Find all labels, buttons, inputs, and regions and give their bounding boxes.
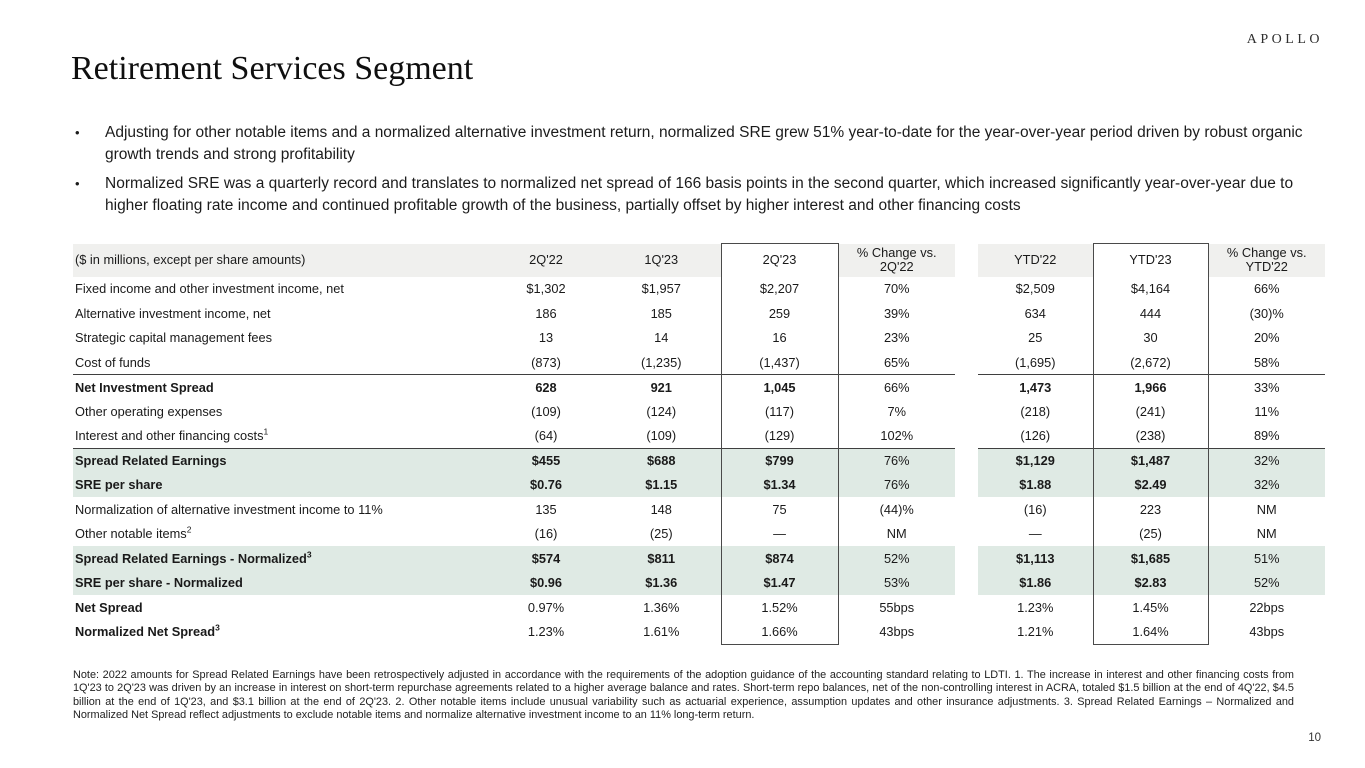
table-cell: 70%: [883, 281, 910, 297]
bullet-item: [75, 122, 1320, 165]
table-cell: 30: [1093, 326, 1208, 351]
table-cell: 75: [721, 497, 838, 522]
table-cell: $1.88: [978, 473, 1093, 498]
table-cell: 1,473: [978, 375, 1093, 400]
table-cell: 16: [721, 326, 838, 351]
table-cell: 52%: [1208, 571, 1325, 596]
table-row: [73, 277, 1325, 302]
table-cell: —: [1028, 526, 1042, 542]
row-label: Fixed income and other investment income, net: [75, 281, 344, 297]
table-cell: (124): [646, 403, 677, 419]
page-title: Retirement Services Segment: [71, 50, 474, 87]
table-cell: 52%: [838, 546, 955, 571]
table-cell: (126): [1020, 428, 1051, 443]
column-group-gap: [955, 244, 978, 277]
table-cell: (218): [1020, 403, 1051, 419]
table-cell: (1,695): [1014, 354, 1056, 370]
footnote-marker: 3: [306, 549, 312, 560]
table-cell: (2,672): [1093, 350, 1208, 375]
footnote-marker: 1: [263, 426, 269, 437]
column-header-pct-change-ytd22: % Change vs. YTD'22: [1208, 244, 1325, 277]
table-row: [73, 497, 1325, 522]
table-cell: 43bps: [879, 624, 915, 640]
column-group-gap: [955, 301, 978, 326]
table-row: [73, 595, 1325, 620]
table-cell: (64): [534, 428, 558, 443]
row-label: Spread Related Earnings: [73, 448, 490, 473]
apollo-logo: APOLLO: [1246, 32, 1323, 47]
table-cell: $688: [602, 448, 721, 473]
column-group-gap: [955, 620, 978, 645]
table-cell: $811: [602, 546, 721, 571]
column-group-gap: [955, 424, 978, 449]
row-label: Cost of funds: [75, 354, 151, 370]
table-cell: $1,685: [1093, 546, 1208, 571]
column-group-gap: [955, 399, 978, 424]
row-label: Normalization of alternative investment income to 11%: [75, 501, 383, 517]
footnote-marker: 2: [186, 524, 192, 535]
table-cell: 634: [1024, 305, 1046, 321]
table-cell: $2.83: [1093, 571, 1208, 596]
row-label: Other operating expenses: [75, 403, 223, 419]
table-cell: 51%: [1208, 546, 1325, 571]
table-cell: $1.15: [602, 473, 721, 498]
table-cell: 628: [490, 375, 602, 400]
table-cell: (1,437): [721, 350, 838, 375]
table-cell: 1.36%: [643, 599, 680, 615]
column-group-gap: [955, 375, 978, 400]
column-header-units: ($ in millions, except per share amounts): [73, 244, 490, 277]
table-cell: 53%: [838, 571, 955, 596]
column-group-gap: [955, 350, 978, 375]
financials-table-container: [73, 243, 1325, 645]
table-cell: NM: [1256, 501, 1277, 517]
table-cell: 1,966: [1093, 375, 1208, 400]
table-cell: 1.52%: [721, 595, 838, 620]
table-cell: (30)%: [1249, 305, 1284, 321]
row-label: Interest and other financing costs$^1$: [75, 426, 269, 443]
bullet-icon: [75, 122, 105, 165]
table-cell: 20%: [1253, 330, 1280, 346]
table-cell: (129): [721, 424, 838, 449]
table-cell: (16): [1023, 501, 1047, 517]
table-cell: $1,129: [978, 448, 1093, 473]
row-label: Other notable items$^2$: [75, 524, 192, 542]
column-header-ytd22: YTD'22: [978, 244, 1093, 277]
table-cell: $0.96: [490, 571, 602, 596]
table-cell: 1.66%: [721, 620, 838, 645]
table-cell: 22bps: [1249, 599, 1285, 615]
table-cell: 921: [602, 375, 721, 400]
table-row: [73, 424, 1325, 449]
table-cell: (109): [531, 403, 561, 419]
table-cell: $2,509: [1015, 281, 1055, 297]
row-label: Net Spread: [75, 599, 143, 615]
table-cell: —: [721, 522, 838, 547]
table-cell: 39%: [883, 305, 910, 321]
table-cell: (109): [646, 428, 677, 443]
table-cell: (117): [721, 399, 838, 424]
row-label: Net Investment Spread: [73, 375, 490, 400]
table-row: [73, 620, 1325, 645]
table-cell: (1,235): [640, 354, 682, 370]
table-cell: NM: [886, 526, 907, 542]
table-cell: 32%: [1208, 473, 1325, 498]
table-cell: $874: [721, 546, 838, 571]
table-cell: 1.45%: [1093, 595, 1208, 620]
table-cell: 23%: [883, 330, 910, 346]
row-label: Normalized Net Spread$^3$: [75, 622, 220, 640]
row-label: SRE per share: [73, 473, 490, 498]
table-cell: (241): [1093, 399, 1208, 424]
table-cell: 66%: [1253, 281, 1280, 297]
table-cell: (44)%: [879, 501, 914, 517]
column-header-pct-change-2q22: % Change vs. 2Q'22: [838, 244, 955, 277]
table-cell: 66%: [838, 375, 955, 400]
column-group-gap: [955, 595, 978, 620]
table-cell: 148: [650, 501, 672, 517]
table-cell: $4,164: [1093, 277, 1208, 302]
bullet-text: Adjusting for other notable items and a normalized alternative investment return, normalized SRE grew 51% year-to-date for the year-over-year period driven by robust organic growth trends and strong profitability: [105, 124, 1303, 163]
table-cell: $2,207: [721, 277, 838, 302]
table-row: [73, 571, 1325, 596]
column-group-gap: [955, 571, 978, 596]
table-cell: (25): [1093, 522, 1208, 547]
table-cell: 0.97%: [527, 599, 565, 615]
table-cell: 186: [535, 305, 557, 321]
table-row: [73, 546, 1325, 571]
table-cell: 11%: [1254, 403, 1280, 419]
row-label: Alternative investment income, net: [75, 305, 271, 321]
table-cell: $0.76: [490, 473, 602, 498]
table-cell: 102%: [880, 428, 914, 443]
table-cell: 32%: [1208, 448, 1325, 473]
table-cell: 444: [1093, 301, 1208, 326]
row-label: Spread Related Earnings - Normalized$^3$: [73, 546, 490, 571]
table-cell: 58%: [1253, 354, 1280, 370]
table-cell: NM: [1256, 526, 1277, 542]
table-cell: $799: [721, 448, 838, 473]
table-cell: $1,302: [526, 281, 566, 297]
footnote-marker: 3: [215, 622, 220, 633]
table-cell: 223: [1093, 497, 1208, 522]
page-number: 10: [1308, 732, 1321, 744]
column-group-gap: [955, 326, 978, 351]
table-cell: $574: [490, 546, 602, 571]
table-cell: $1.34: [721, 473, 838, 498]
table-row: [73, 473, 1325, 498]
column-header-1q23: 1Q'23: [602, 244, 721, 277]
column-group-gap: [955, 546, 978, 571]
table-cell: (238): [1093, 424, 1208, 449]
table-cell: 135: [535, 501, 557, 517]
table-cell: 1.64%: [1093, 620, 1208, 645]
row-label: SRE per share - Normalized: [73, 571, 490, 596]
column-header-2q22: 2Q'22: [490, 244, 602, 277]
table-cell: 185: [650, 305, 672, 321]
column-group-gap: [955, 277, 978, 302]
bullet-item: [75, 173, 1320, 216]
table-cell: 1,045: [721, 375, 838, 400]
table-cell: 1.21%: [1017, 624, 1054, 640]
row-label: Strategic capital management fees: [75, 330, 273, 346]
table-cell: $1,487: [1093, 448, 1208, 473]
table-row: [73, 301, 1325, 326]
table-cell: $1.47: [721, 571, 838, 596]
table-cell: 65%: [883, 354, 910, 370]
table-cell: 76%: [838, 473, 955, 498]
table-row: [73, 522, 1325, 547]
table-cell: 43bps: [1249, 624, 1285, 640]
table-cell: 33%: [1208, 375, 1325, 400]
table-cell: (25): [649, 526, 673, 542]
table-cell: 89%: [1253, 428, 1280, 443]
column-group-gap: [955, 522, 978, 547]
table-cell: 13: [538, 330, 554, 346]
table-row: [73, 375, 1325, 400]
table-cell: 1.61%: [643, 624, 680, 640]
table-cell: 25: [1028, 330, 1043, 346]
table-cell: 76%: [838, 448, 955, 473]
table-cell: 55bps: [879, 599, 915, 615]
column-group-gap: [955, 497, 978, 522]
bullet-list: [75, 122, 1320, 224]
footnote-text: Note: 2022 amounts for Spread Related Earnings have been retrospectively adjusted in accordance with the requirements of the adoption guidance of the accounting standard relating to LDTI. 1. The increase in interest and other financing costs from 1Q'23 to 2Q'23 was driven by an increase in interest on short-term repurchase agreements related to a higher average balance and rates. Short-term repo balances, net of the non-controlling interest in ACRA, totaled $1.5 billion at the end of 4Q'22, $4.5 billion at the end of 1Q'23, and $3.1 billion at the end of 2Q'23. 2. Other notable items include unusual variability such as actuarial experience, assumption updates and other insurance adjustments. 3. Spread Related Earnings – Normalized and Normalized Net Spread reflect adjustments to exclude notable items and normalize alternative investment income to an 11% long-term return.: [73, 669, 1294, 722]
column-header-ytd23: YTD'23: [1093, 244, 1208, 277]
table-body: [73, 277, 1325, 645]
table-cell: $1,957: [641, 281, 681, 297]
table-cell: $2.49: [1093, 473, 1208, 498]
table-cell: $1.36: [602, 571, 721, 596]
column-group-gap: [955, 448, 978, 473]
table-cell: $455: [490, 448, 602, 473]
bullet-text: Normalized SRE was a quarterly record and translates to normalized net spread of 166 basis points in the second quarter, which increased significantly year-over-year due to higher floating rate income and continued profitable growth of the business, partially offset by higher interest and other financing costs: [105, 175, 1294, 214]
table-cell: $1,113: [978, 546, 1093, 571]
table-cell: 259: [721, 301, 838, 326]
column-header-2q23: 2Q'23: [721, 244, 838, 277]
column-group-gap: [955, 473, 978, 498]
table-cell: $1.86: [978, 571, 1093, 596]
table-header-row: [73, 244, 1325, 277]
table-row: [73, 350, 1325, 375]
table-cell: (16): [534, 526, 558, 542]
table-cell: 1.23%: [1017, 599, 1054, 615]
table-cell: 1.23%: [527, 624, 565, 640]
table-row: [73, 399, 1325, 424]
table-cell: 7%: [887, 403, 906, 419]
table-row: [73, 448, 1325, 473]
table-cell: 14: [654, 330, 669, 346]
table-cell: (873): [531, 354, 561, 370]
bullet-icon: [75, 173, 105, 216]
table-row: [73, 326, 1325, 351]
financials-table: [73, 243, 1325, 645]
